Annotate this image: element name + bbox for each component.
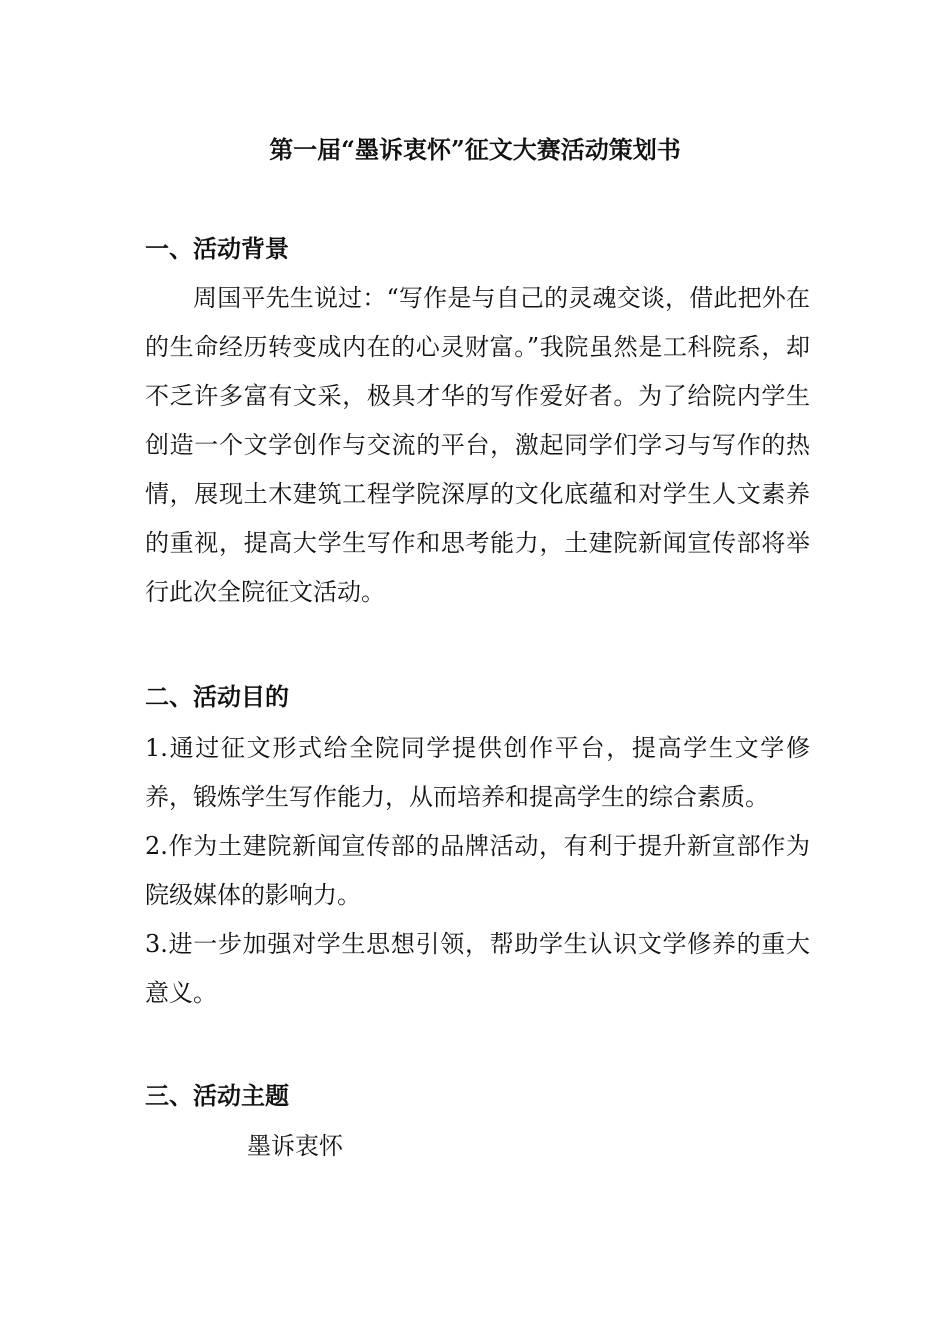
section-heading: 一、活动背景: [145, 234, 289, 263]
purpose-item: 1.通过征文形式给全院同学提供创作平台，提高学生文学修养，锻炼学生写作能力，从而培养和提高学生的综合素质。: [145, 734, 810, 811]
background-paragraph: 周国平先生说过：“写作是与自己的灵魂交谈，借此把外在的生命经历转变成内在的心灵财富。”我院虽然是工科院系，却不乏许多富有文采，极具才华的写作爱好者。为了给院内学生创造一个文学创作与交流的平台，激起同学们学习与写作的热情，展现土木建筑工程学院深厚的文化底蕴和对学生人文素养的重视，提高大学生写作和思考能力，土建院新闻宣传部将举行此次全院征文活动。: [145, 284, 810, 606]
section-background: [145, 231, 810, 617]
document-title: 第一届“墨诉衷怀”征文大赛活动策划书: [269, 135, 681, 164]
purpose-item: 2.作为土建院新闻宣传部的品牌活动，有利于提升新宣部作为院级媒体的影响力。: [145, 832, 810, 909]
section-theme: [145, 1078, 810, 1164]
purpose-list: [145, 724, 810, 1018]
section-purpose: [145, 679, 810, 1018]
section-heading: 二、活动目的: [145, 682, 289, 711]
section-heading: 三、活动主题: [145, 1081, 289, 1110]
purpose-item: 3.进一步加强对学生思想引领，帮助学生认识文学修养的重大意义。: [145, 930, 810, 1007]
theme-value: 墨诉衷怀: [247, 1132, 343, 1160]
